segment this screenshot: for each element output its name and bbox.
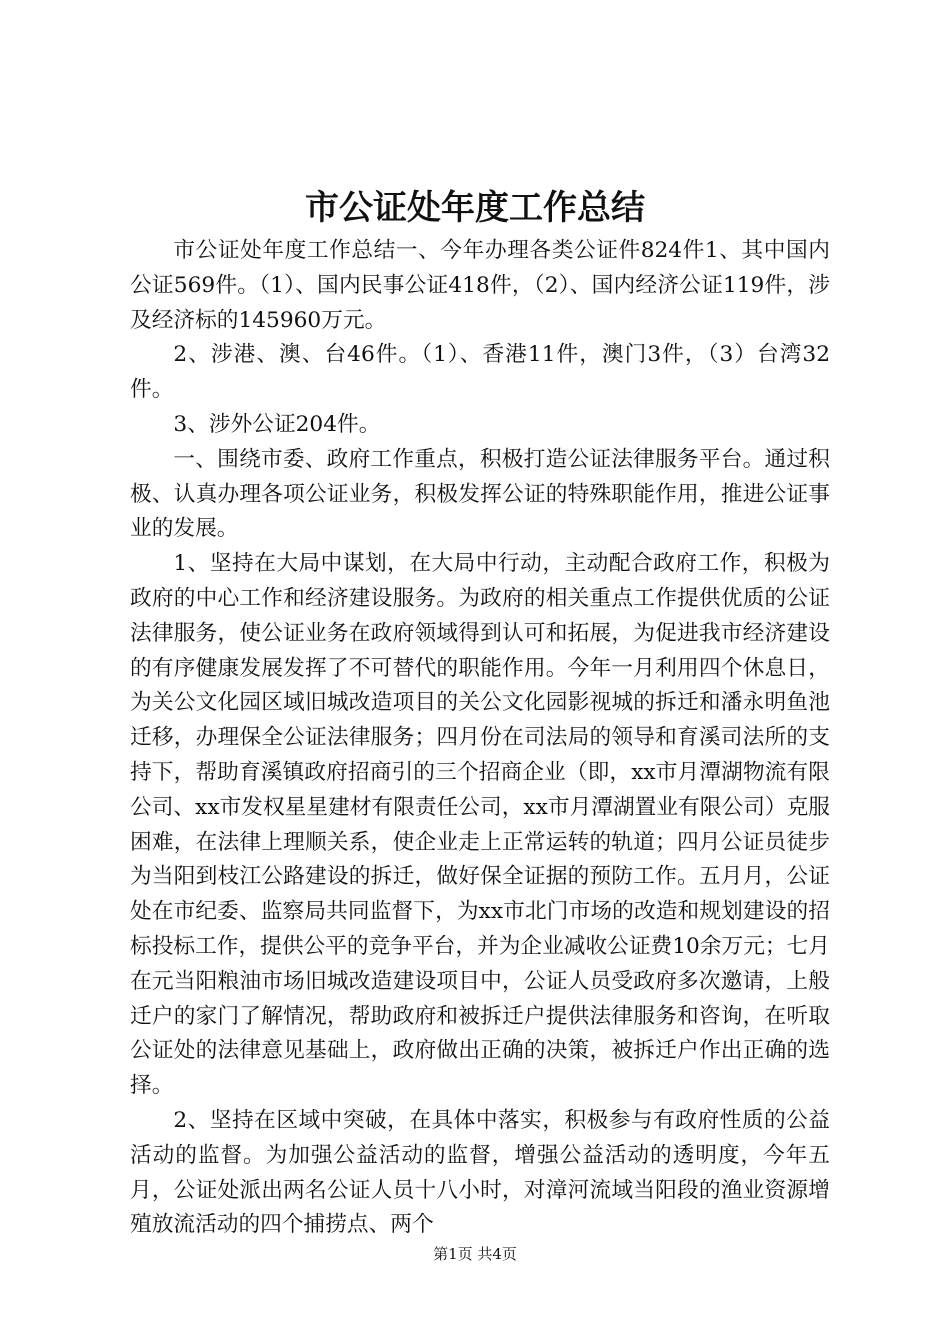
document-body — [130, 234, 830, 1243]
paragraph-point-one: 1、坚持在大局中谋划，在大局中行动，主动配合政府工作，积极为政府的中心工作和经济建设服务。为政府的相关重点工作提供优质的公证法律服务，使公证业务在政府领域得到认可和拓展，为促进我市经济建设的有序健康发展发挥了不可替代的职能作用。今年一月利用四个休息日，为关公文化园区域旧城改造项目的关公文化园影视城的拆迁和潘永明鱼池迁移，办理保全公证法律服务；四月份在司法局的领导和育溪司法所的支持下，帮助育溪镇政府招商引的三个招商企业（即，xx市月潭湖物流有限公司、xx市发权星星建材有限责任公司，xx市月潭湖置业有限公司）克服困难，在法律上理顺关系，使企业走上正常运转的轨道；四月公证员徒步为当阳到枝江公路建设的拆迁，做好保全证据的预防工作。五月月，公证处在市纪委、监察局共同监督下，为xx市北门市场的改造和规划建设的招标投标工作，提供公平的竞争平台，并为企业减收公证费10余万元；七月在元当阳粮油市场旧城改造建设项目中，公证人员受政府多次邀请，上般迁户的家门了解情况，帮助政府和被拆迁户提供法律服务和咨询，在听取公证处的法律意见基础上，政府做出正确的决策，被拆迁户作出正确的选择。 — [130, 551, 830, 1099]
document-title: 市公证处年度工作总结 — [305, 188, 645, 228]
page-footer: 第1页 共4页 — [433, 1245, 517, 1263]
paragraph-summary-counts: 市公证处年度工作总结一、今年办理各类公证件824件1、其中国内公证569件。（1）、国内民事公证418件，（2）、国内经济公证119件，涉及经济标的145960万元。 — [130, 238, 830, 333]
paragraph-point-two: 2、坚持在区域中突破，在具体中落实，积极参与有政府性质的公益活动的监督。为加强公益活动的监督，增强公益活动的透明度，今年五月，公证处派出两名公证人员十八小时，对漳河流域当阳段的渔业资源增殖放流活动的四个捕捞点、两个 — [130, 1107, 830, 1238]
paragraph-section-one: 一、围绕市委、政府工作重点，积极打造公证法律服务平台。通过积极、认真办理各项公证业务，积极发挥公证的特殊职能作用，推进公证事业的发展。 — [130, 446, 830, 542]
paragraph-foreign: 3、涉外公证204件。 — [173, 411, 381, 437]
paragraph-hk-macau-taiwan: 2、涉港、澳、台46件。（1）、香港11件，澳门3件，（3）台湾32件。 — [130, 342, 830, 403]
